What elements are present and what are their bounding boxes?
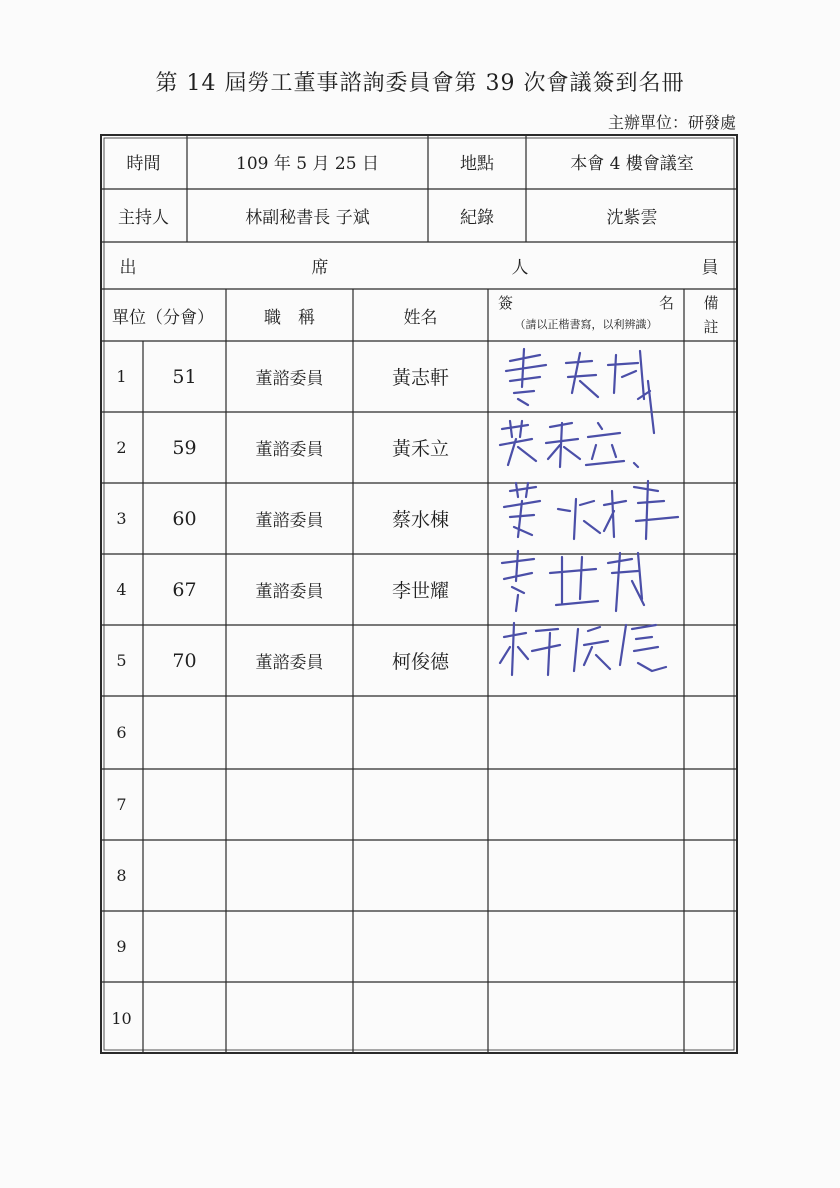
- row-number: 4: [116, 580, 127, 599]
- column-unit: 單位（分會）: [112, 307, 214, 328]
- time-value: 109 年 5 月 25 日: [236, 154, 379, 174]
- row-branch: 59: [172, 436, 197, 459]
- row-number: 3: [116, 509, 127, 528]
- place-label: 地點: [460, 154, 494, 174]
- row-number: 2: [116, 438, 127, 457]
- signature-3: [504, 481, 678, 539]
- organizer-label: 主辦單位：研發處: [607, 113, 736, 132]
- column-signature-left: 簽: [498, 294, 514, 312]
- time-label: 時間: [126, 154, 161, 174]
- row-number: 7: [116, 795, 127, 814]
- sign-in-table: [100, 134, 738, 1054]
- column-signature-title: [498, 292, 674, 313]
- column-remark-2: 註: [703, 317, 719, 336]
- attendance-header-char-2: 席: [311, 258, 329, 278]
- place-value: 本會 4 樓會議室: [570, 154, 694, 174]
- host-value: 林副秘書長 子斌: [245, 208, 370, 228]
- record-label: 紀錄: [460, 208, 494, 228]
- row-number: 9: [116, 937, 127, 956]
- row-title: 董諮委員: [255, 440, 324, 460]
- row-title: 董諮委員: [255, 511, 324, 531]
- document-title: 第 14 屆勞工董事諮詢委員會第 39 次會議簽到名冊: [155, 71, 685, 96]
- row-name: 李世耀: [391, 580, 449, 602]
- row-name: 黃志軒: [391, 367, 449, 389]
- signature-4: [502, 551, 644, 611]
- column-signature-note: （請以正楷書寫，以利辨識）: [514, 318, 658, 331]
- row-title: 董諮委員: [255, 369, 324, 389]
- row-number: 10: [111, 1008, 132, 1028]
- row-number: 5: [116, 651, 127, 670]
- row-branch: 67: [172, 578, 197, 601]
- row-branch: 51: [172, 365, 197, 388]
- row-branch: 70: [172, 649, 197, 672]
- row-number: 1: [116, 367, 127, 386]
- column-remark-1: 備: [703, 293, 719, 312]
- column-signature-right: 名: [658, 294, 674, 312]
- row-number: 8: [116, 866, 127, 885]
- attendance-header-char-4: 員: [701, 258, 719, 278]
- signature-5: [500, 623, 666, 675]
- column-title: 職 稱: [264, 307, 315, 328]
- host-label: 主持人: [118, 208, 169, 228]
- row-title: 董諮委員: [255, 582, 324, 602]
- handwritten-signatures: [488, 341, 684, 696]
- row-number: 6: [116, 723, 127, 742]
- column-name: 姓名: [403, 307, 438, 328]
- row-name: 柯俊德: [391, 651, 449, 673]
- signature-1: [506, 349, 650, 405]
- row-branch: 60: [172, 507, 197, 530]
- record-value: 沈紫雲: [606, 208, 658, 228]
- row-title: 董諮委員: [255, 653, 324, 673]
- signature-2: [500, 381, 654, 467]
- attendance-header-char-3: 人: [511, 258, 529, 278]
- row-name: 蔡水棟: [391, 509, 449, 531]
- row-name: 黃禾立: [391, 438, 449, 460]
- attendance-header-char-1: 出: [119, 258, 137, 278]
